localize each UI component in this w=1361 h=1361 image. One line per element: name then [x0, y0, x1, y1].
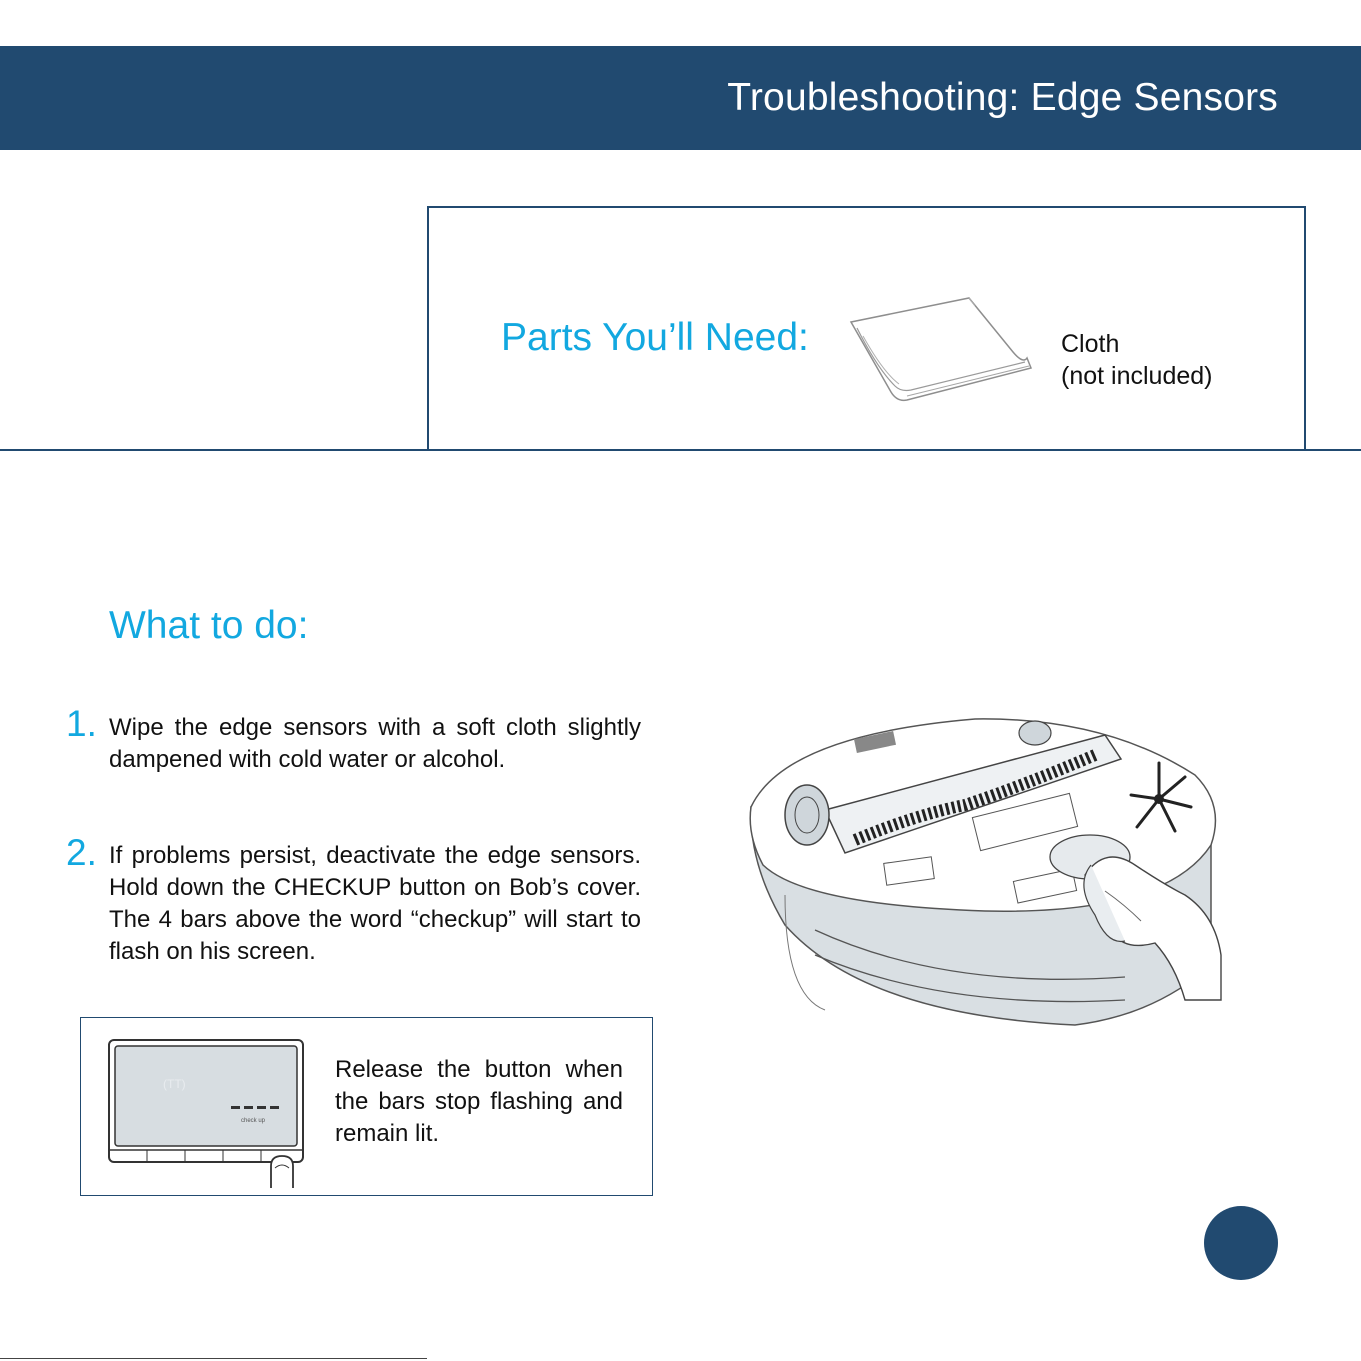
folded-cloth-icon	[847, 296, 1037, 404]
step-number: 2.	[66, 832, 97, 873]
parts-item-name: Cloth	[1061, 330, 1120, 358]
control-panel-display-icon	[107, 1038, 307, 1188]
note-text: Release the button when the bars stop flashing and remain lit.	[335, 1056, 623, 1147]
step-text: If problems persist, deactivate the edge sensors. Hold down the CHECKUP button on Bob’s cover. The 4 bars above the word “checkup” will start to flash on his screen.	[109, 842, 641, 965]
svg-text:(TT): (TT)	[163, 1077, 186, 1091]
parts-item-note: (not included)	[1061, 362, 1213, 390]
what-to-do-heading: What to do:	[109, 604, 309, 647]
note-box	[80, 1017, 653, 1196]
header-bar	[0, 46, 1361, 150]
display-label: check up	[241, 1118, 266, 1124]
step-text: Wipe the edge sensors with a soft cloth slightly dampened with cold water or alcohol.	[109, 714, 641, 773]
step-number: 1.	[66, 703, 97, 744]
parts-heading: Parts You’ll Need:	[501, 316, 809, 359]
footer-line	[0, 1358, 427, 1359]
page-number-badge	[1204, 1206, 1278, 1280]
robot-underside-wiping-icon	[745, 715, 1225, 1030]
section-divider	[0, 449, 1361, 451]
page-title: Troubleshooting: Edge Sensors	[727, 76, 1278, 119]
parts-box	[427, 206, 1306, 450]
